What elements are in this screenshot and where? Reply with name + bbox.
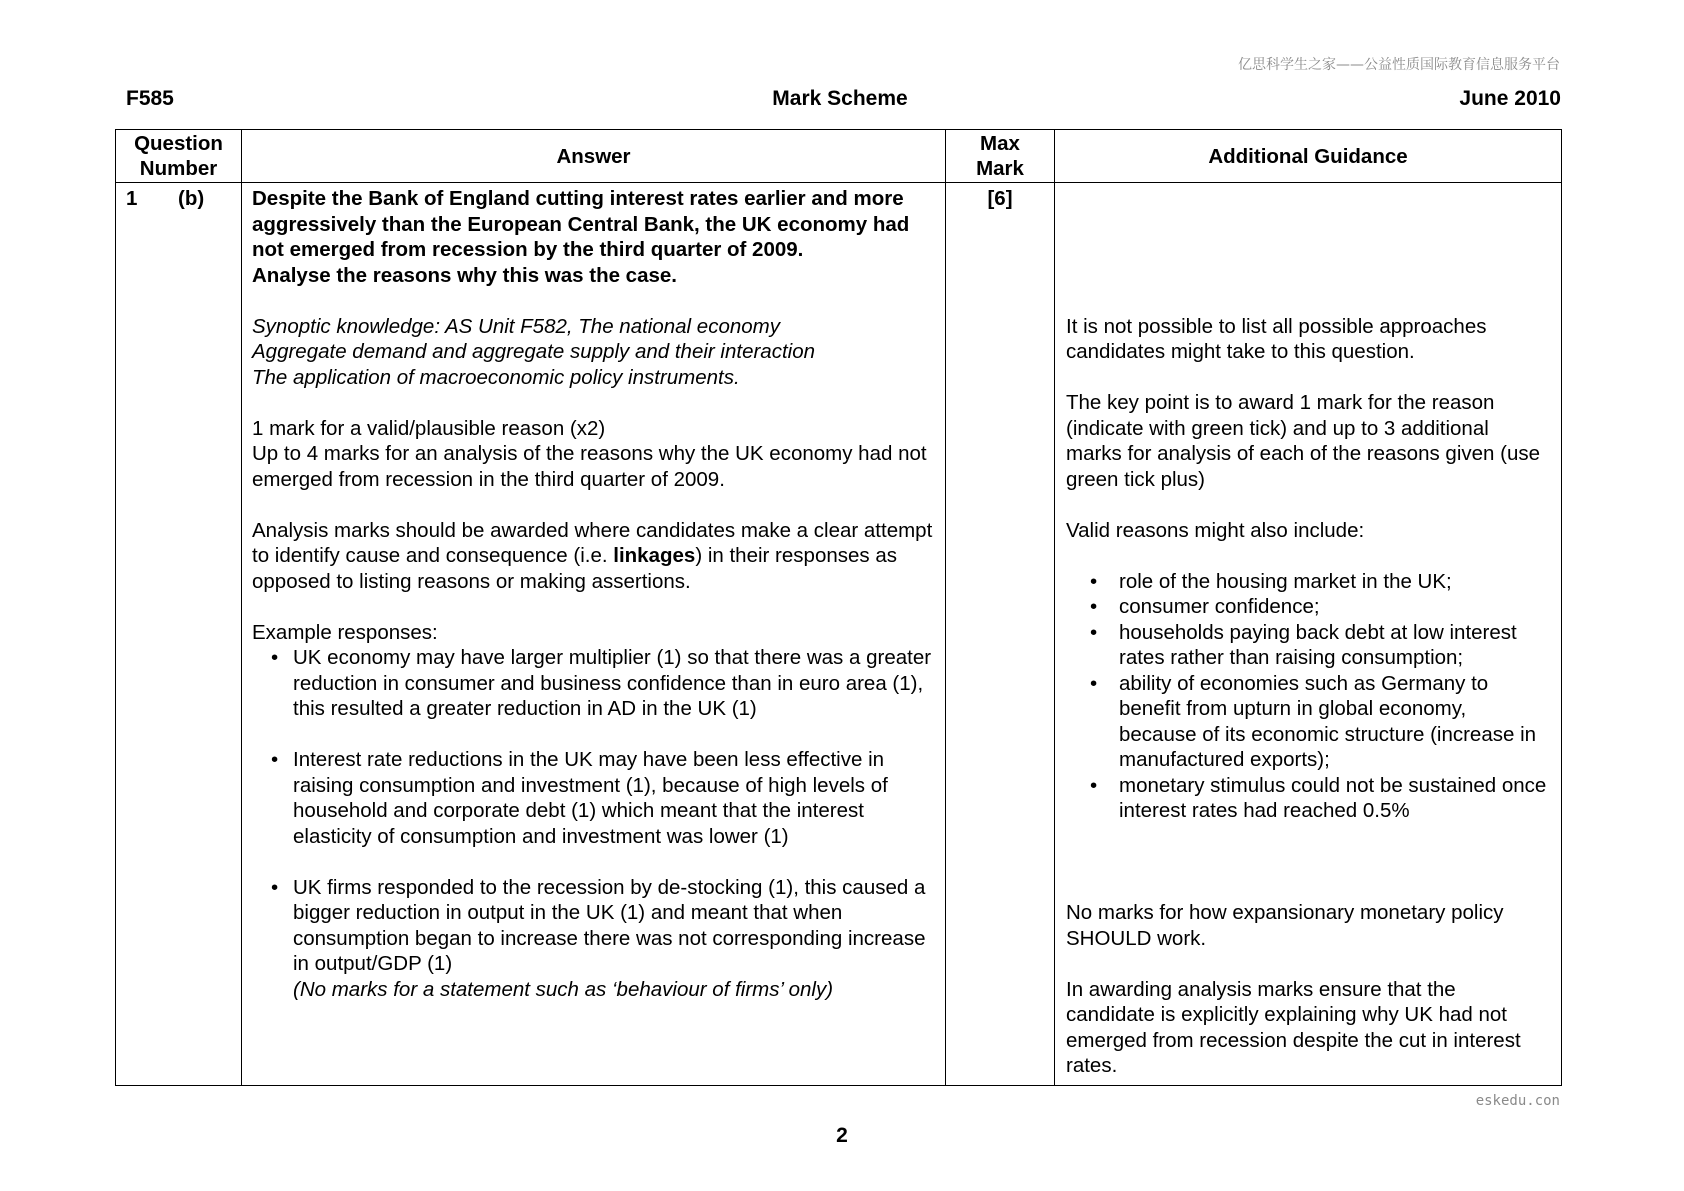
column-header-question-line1: Question (134, 132, 223, 155)
synoptic-line-2: Aggregate demand and aggregate supply and their interaction (252, 340, 816, 363)
guidance-paragraph-3: Valid reasons might also include: (1066, 518, 1365, 542)
example-list (252, 645, 933, 1002)
column-header-question (116, 130, 242, 183)
mark-scheme-table (115, 129, 1562, 1086)
column-header-question-line2: Number (139, 157, 218, 180)
list-item: • monetary stimulus could not be sustained once interest rates had reached 0.5% (1119, 773, 1549, 824)
question-text: Despite the Bank of England cutting interest rates earlier and more aggressively than the European Central Bank, the UK economy had not emerged from recession by the third quarter of 2009. (252, 187, 910, 261)
marks-analysis: Up to 4 marks for an analysis of the reasons why the UK economy had not emerged from recession in the third quarter of 2009. (252, 442, 927, 491)
linkages-term: linkages (613, 544, 696, 567)
list-item: • UK economy may have larger multiplier (1) so that there was a greater reduction in consumer and business confidence than in euro area (1), this resulted a greater reduction in AD in the UK (1) (293, 645, 933, 722)
column-header-max-line1: Max (980, 132, 1020, 155)
exam-date: June 2010 (1459, 87, 1561, 110)
page-title: Mark Scheme (772, 87, 908, 110)
question-number-cell (116, 183, 242, 1086)
guidance-paragraph-2: The key point is to award 1 mark for the reason (indicate with green tick) and up to 3 additional marks for analysis of each of the reasons given (use green tick plus) (1066, 391, 1541, 491)
page-number: 2 (836, 1124, 848, 1147)
table-row (116, 183, 1562, 1086)
column-header-max-mark (946, 130, 1055, 183)
example-note: (No marks for a statement such as ‘behaviour of firms’ only) (293, 977, 834, 1001)
list-item (293, 875, 933, 1003)
column-header-answer: Answer (242, 130, 946, 183)
watermark-top: 亿思科学生之家——公益性质国际教育信息服务平台 (1238, 57, 1560, 73)
guidance-paragraph-4: No marks for how expansionary monetary policy SHOULD work. (1066, 901, 1504, 950)
paper-code: F585 (126, 87, 174, 110)
list-item: • households paying back debt at low interest rates rather than raising consumption; (1119, 620, 1549, 671)
column-header-max-line2: Mark (976, 157, 1024, 180)
guidance-paragraph-5: In awarding analysis marks ensure that the candidate is explicitly explaining why UK had not emerged from recession despite the cut in interest rates. (1066, 977, 1521, 1077)
question-instruction: Analyse the reasons why this was the case. (252, 263, 677, 287)
guidance-cell (1055, 183, 1562, 1086)
column-header-guidance: Additional Guidance (1055, 130, 1562, 183)
watermark-bottom: eskedu.con (1475, 1093, 1560, 1109)
table-header-row (116, 130, 1562, 183)
question-part: (b) (178, 187, 205, 210)
example-text: UK firms responded to the recession by de-stocking (1), this caused a bigger reduction in output in the UK (1) and meant that when consumption began to increase there was not corresponding increase in output/GDP (1) (293, 875, 926, 975)
marks-reason: 1 mark for a valid/plausible reason (x2) (252, 416, 606, 440)
example-heading: Example responses: (252, 620, 438, 644)
list-item: • ability of economies such as Germany to benefit from upturn in global economy, because of its economic structure (increase in manufactured exports); (1119, 671, 1549, 773)
list-item: • role of the housing market in the UK; (1119, 569, 1549, 595)
synoptic-line-1: Synoptic knowledge: AS Unit F582, The national economy (252, 314, 780, 338)
guidance-paragraph-1: It is not possible to list all possible approaches candidates might take to this question. (1066, 314, 1487, 363)
analysis-guidance: Analysis marks should be awarded where candidates make a clear attempt to identify cause and consequence (i.e. linkages) in their responses as opposed to listing reasons or making assertions. (252, 518, 933, 593)
question-number: 1 (126, 187, 138, 210)
synoptic-line-3: The application of macroeconomic policy instruments. (252, 365, 740, 389)
valid-reasons-list (1066, 569, 1549, 824)
max-mark-cell (946, 183, 1055, 1086)
list-item: • consumer confidence; (1119, 594, 1549, 620)
list-item: • Interest rate reductions in the UK may have been less effective in raising consumption and investment (1), because of high levels of household and corporate debt (1) which meant that the interest elasticity of consumption and investment was lower (1) (293, 747, 933, 849)
answer-cell (242, 183, 946, 1086)
max-mark-value: [6] (987, 187, 1013, 210)
